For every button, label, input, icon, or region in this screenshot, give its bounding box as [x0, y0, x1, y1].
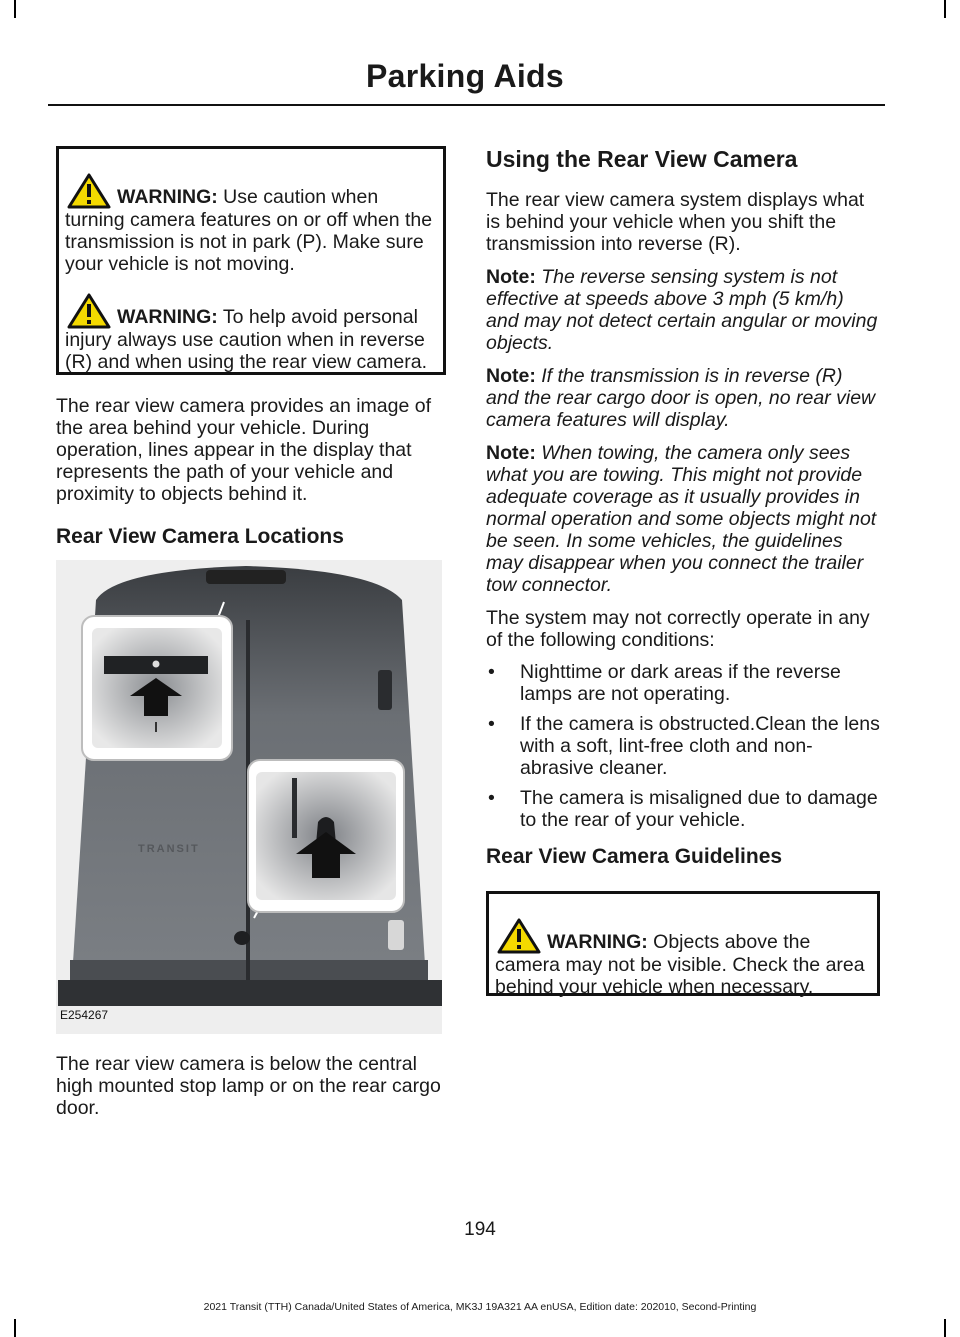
warning-text: Objects above the camera may not be visible. Check the area behind your vehicle when necessary.	[495, 931, 865, 998]
warning-paragraph	[65, 293, 435, 373]
note-paragraph	[486, 442, 880, 596]
note-paragraph	[486, 365, 880, 431]
van-brand-text: TRANSIT	[138, 843, 200, 855]
conditions-intro: The system may not correctly operate in any of the following conditions:	[486, 607, 870, 651]
crop-mark	[14, 0, 16, 18]
intro-paragraph: The rear view camera system displays what is behind your vehicle when you shift the transmission into reverse (R).	[486, 189, 865, 255]
note-text: If the transmission is in reverse (R) and the rear cargo door is open, no rear view camera features will display.	[486, 365, 876, 431]
list-item-text: Nighttime or dark areas if the reverse lamps are not operating.	[520, 661, 841, 705]
list-item	[486, 787, 880, 831]
section-heading: Rear View Camera Locations	[56, 525, 344, 548]
locations-paragraph: The rear view camera is below the central high mounted stop lamp or on the rear cargo door.	[56, 1053, 441, 1119]
van-rear-image	[56, 560, 442, 1034]
list-item-text: The camera is misaligned due to damage to the rear of your vehicle.	[520, 787, 878, 831]
list-item	[486, 713, 880, 779]
warning-triangle-icon	[67, 293, 111, 329]
footer-text: 2021 Transit (TTH) Canada/United States of America, MK3J 19A321 AA enUSA, Edition date: 202010, Second-Printing	[203, 1301, 757, 1313]
section-heading: Rear View Camera Guidelines	[486, 845, 783, 868]
crop-mark	[944, 1319, 946, 1337]
warning-text: Use caution when turning camera features on or off when the transmission is not in park (P). Make sure your vehicle is not moving.	[65, 186, 433, 275]
note-paragraph	[486, 266, 880, 354]
warning-box	[56, 146, 446, 375]
intro-paragraph: The rear view camera provides an image of the area behind your vehicle. During operation, lines appear in the display that represents the path of your vehicle and proximity to objects behind it.	[56, 395, 432, 505]
crop-mark	[14, 1319, 16, 1337]
warning-label: WARNING:	[547, 931, 648, 953]
right-column	[486, 146, 880, 996]
list-item-text: If the camera is obstructed.Clean the lens with a soft, lint-free cloth and non-abrasive cleaner.	[520, 713, 880, 779]
note-label: Note:	[486, 442, 536, 464]
warning-paragraph	[495, 918, 869, 998]
note-text: When towing, the camera only sees what you are towing. This might not provide adequate coverage as it usually provides in normal operation and some objects might not be seen. In some vehicles, the guidelines may disappear when you connect the trailer tow connector.	[486, 442, 877, 596]
page-title: Parking Aids	[365, 58, 564, 94]
warning-label: WARNING:	[117, 306, 218, 328]
bullet-marker: •	[488, 787, 495, 809]
figure-code: E254267	[60, 1008, 109, 1022]
bullet-marker: •	[488, 713, 495, 735]
left-column	[56, 146, 446, 549]
warning-paragraph	[65, 173, 435, 275]
bullet-marker: •	[488, 661, 495, 683]
list-item	[486, 661, 880, 705]
crop-mark	[944, 0, 946, 18]
note-label: Note:	[486, 365, 536, 387]
page-number: 194	[464, 1219, 496, 1240]
note-text: The reverse sensing system is not effective at speeds above 3 mph (5 km/h) and may not detect certain angular or moving objects.	[486, 266, 878, 354]
warning-triangle-icon	[67, 173, 111, 209]
van-rear-illustration	[56, 560, 442, 1034]
warning-triangle-icon	[497, 918, 541, 954]
header-divider	[48, 104, 885, 106]
warning-text: To help avoid personal injury always use caution when in reverse (R) and when using the rear view camera.	[65, 306, 427, 373]
section-heading: Using the Rear View Camera	[486, 146, 798, 172]
warning-box	[486, 891, 880, 996]
note-label: Note:	[486, 266, 536, 288]
conditions-list	[486, 661, 880, 831]
warning-label: WARNING:	[117, 186, 218, 208]
